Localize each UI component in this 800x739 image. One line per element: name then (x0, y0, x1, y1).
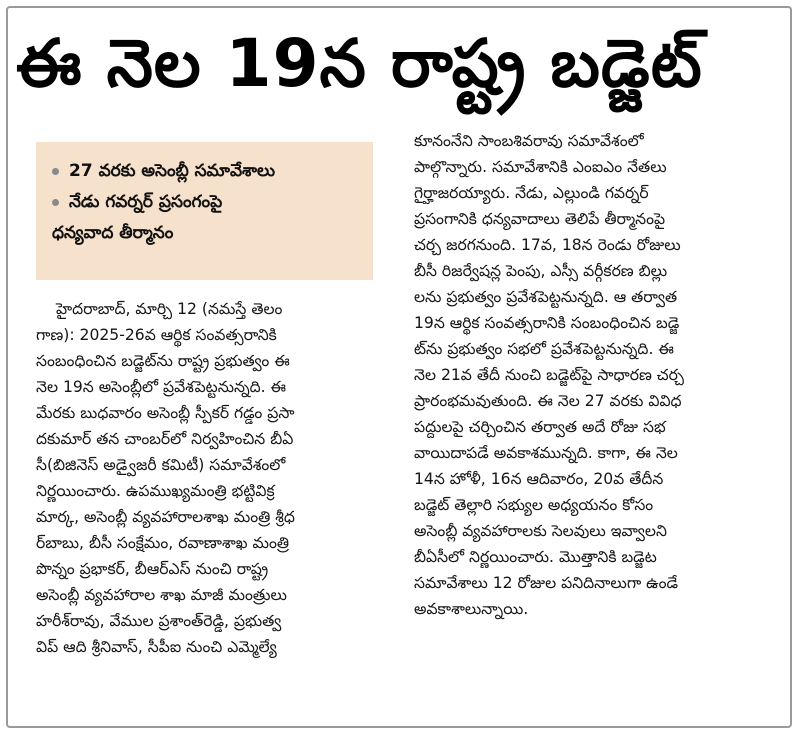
text-line: 14న హోళీ, 16న ఆదివారం, 20వ తేదీన (414, 470, 664, 488)
text-line: సీ(బిజినెస్ అడ్వైజరీ కమిటీ) సమావేశంలో (36, 456, 286, 474)
text-line: 19న ఆర్థిక సంవత్సరానికి సంబంధించిన బడ్జె (414, 314, 680, 332)
bullet-dot-icon (52, 168, 59, 175)
highlights-box (36, 142, 373, 280)
left-column (36, 142, 388, 660)
right-column (414, 128, 770, 622)
headline: ఈ నెల 19న రాష్ట్ర బడ్జెట్ (16, 25, 703, 102)
text-line: బీసీ రిజర్వేషన్ల పెంపు, ఎస్సీ వర్గీకరణ బిల్లు (414, 262, 668, 280)
text-line: చర్చ జరగనుంది. 17వ, 18న రెండు రోజులు (414, 236, 681, 254)
text-line: బీఏసీలో నిర్ణయించారు. మొత్తానికి బడ్జెట (414, 548, 657, 566)
highlight-item (52, 156, 363, 187)
text-line: నెల 19న అసెంబ్లీలో ప్రవేశపెట్టనున్నది. ఈ (36, 378, 287, 396)
text-line: సంబంధించిన బడ్జెట్‌ను రాష్ట్ర ప్రభుత్వం ఈ (36, 352, 290, 370)
text-line: మేరకు బుధవారం అసెంబ్లీ స్పీకర్ గడ్డం ప్రసా (36, 404, 295, 422)
text-line: బడ్జెట్ తెల్లారి సభ్యుల అధ్యయనం కోసం (414, 496, 654, 514)
highlight-line: ధన్యవాద తీర్మానం (52, 223, 174, 243)
body-text-left (36, 296, 388, 660)
highlight-item (52, 187, 363, 249)
highlight-line: 27 వరకు అసెంబ్లీ సమావేశాలు (69, 161, 275, 181)
body-text-right (414, 128, 770, 622)
text-line: నిర్ణయించారు. ఉపముఖ్యమంత్రి భట్టివిక్ర (36, 482, 275, 500)
text-line: అసెంబ్లీ వ్యవహారాలకు సెలవులు ఇవ్వాలని (414, 522, 667, 540)
text-line: వాయిదాపడే అవకాశమున్నది. కాగా, ఈ నెల (414, 444, 678, 462)
text-line: మార్క, అసెంబ్లీ వ్యవహారాలశాఖ మంత్రి శ్రీధ (36, 508, 295, 526)
text-line: అవకాశాలున్నాయి. (414, 600, 529, 618)
text-line: దకుమార్ తన చాంబర్‌లో నిర్వహించిన బీఏ (36, 430, 294, 448)
bullet-dot-icon (52, 199, 59, 206)
text-line: ర్‌బాబు, బీసీ సంక్షేమం, రవాణాశాఖ మంత్రి (36, 534, 290, 552)
text-line: అసెంబ్లీ వ్యవహారాల శాఖ మాజీ మంత్రులు (36, 586, 287, 604)
text-line: సమావేశాలు 12 రోజుల పనిదినాలుగా ఉండే (414, 574, 679, 592)
highlight-line: నేడు గవర్నర్ ప్రసంగంపై (69, 192, 223, 212)
text-line: గైర్హాజరయ్యారు. నేడు, ఎల్లుండి గవర్నర్ (414, 184, 649, 202)
text-line: గాణ): 2025-26వ ఆర్థిక సంవత్సరానికి (36, 326, 277, 344)
text-line: కూనంనేని సాంబశివరావు సమావేశంలో (414, 132, 644, 150)
text-line: హైదరాబాద్, మార్చి 12 (నమస్తే తెలం (56, 300, 283, 318)
text-line: నెల 21వ తేదీ నుంచి బడ్జెట్‌పై సాధారణ చర్చ (414, 366, 684, 384)
text-line: ప్రసంగానికి ధన్యవాదాలు తెలిపే తీర్మానంపై (414, 210, 666, 228)
text-line: పొన్నం ప్రభాకర్, బీఆర్‌ఎస్ నుంచి రాష్ట్ర (36, 560, 269, 578)
text-line: లను ప్రభుత్వం ప్రవేశపెట్టనున్నది. ఆ తర్వాత (414, 288, 678, 306)
text-line: ప్రారంభమవుతుంది. ఈ నెల 27 వరకు వివిధ (414, 392, 682, 410)
text-line: విప్ ఆది శ్రీనివాస్, సీపీఐ నుంచి ఎమ్మెల్యే (36, 638, 277, 656)
text-line: హరీశ్‌రావు, వేముల ప్రశాంత్‌రెడ్డి, ప్రభుత్వ (36, 612, 282, 630)
text-line: ట్‌ను ప్రభుత్వం సభలో ప్రవేశపెట్టనున్నది. ఈ (414, 340, 674, 358)
text-line: పాల్గొన్నారు. సమావేశానికి ఎంఐఎం నేతలు (414, 158, 667, 176)
text-line: పద్దులపై చర్చించిన తర్వాత అదే రోజు సభ (414, 418, 666, 436)
